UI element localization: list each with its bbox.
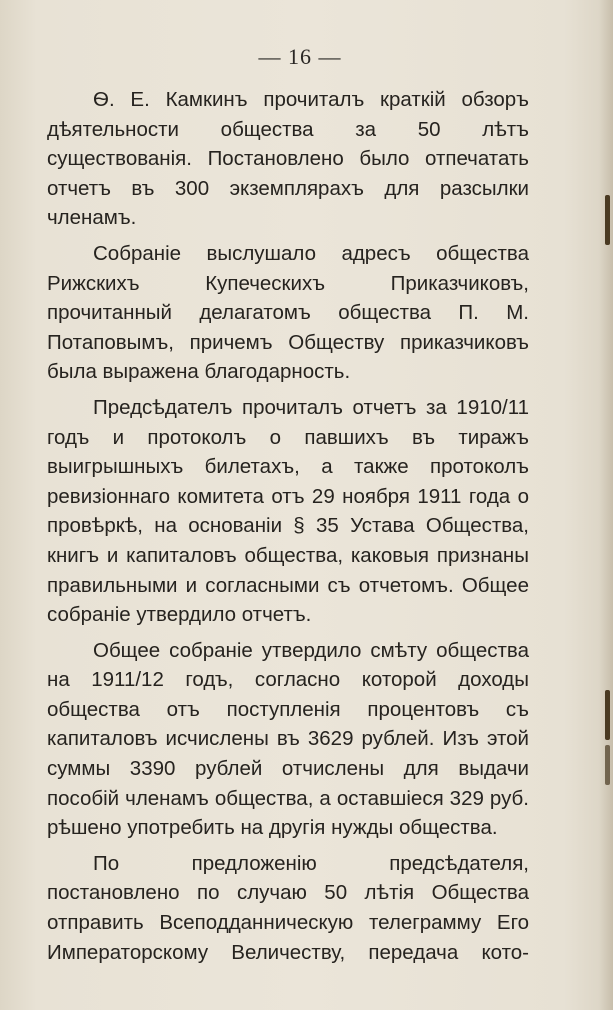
binding-edge-mark <box>605 195 610 245</box>
paragraph-telegram: По предложенію предсѣдателя, постановлено по случаю 50 лѣтія Общества отправить Всеподданническую телеграмму Его Императорскому Величеству, передача кото- <box>47 851 529 964</box>
paragraph-address-riga: Собраніе выслушало адресъ общества Рижскихъ Купеческихъ Приказчиковъ, прочитанный делагатомъ общества П. М. Потаповымъ, причемъ Обществу приказчиковъ была выражена благодарность. <box>47 241 529 384</box>
page-number: — 16 — <box>258 44 342 69</box>
page-fold-shadow <box>599 0 613 1010</box>
binding-edge-mark <box>605 690 610 740</box>
body-text <box>47 85 529 973</box>
paragraph-kamkin-report: Ѳ. Е. Камкинъ прочиталъ краткій обзоръ дѣятельности общества за 50 лѣтъ существованія. Постановлено было отпечатать отчетъ въ 300 экземплярахъ для разсылки членамъ. <box>47 88 529 230</box>
paragraph-chairman-report: Предсѣдателъ прочиталъ отчетъ за 1910/11 годъ и протоколъ о павшихъ въ тиражъ выигрышныхъ билетахъ, а также протоколъ ревизіоннаго комитета отъ 29 ноября 1911 года о провѣркѣ, на основаніи § 35 Устава Общества, книгъ и капиталовъ общества, каковыя признаны правильными и согласными съ отчетомъ. Общее собраніе утвердило отчетъ. <box>47 395 529 627</box>
paragraph-budget: Общее собраніе утвердило смѣту общества на 1911/12 годъ, согласно которой доходы общества отъ поступленія процентовъ съ капиталовъ исчислены въ 3629 рублей. Изъ этой суммы 3390 рублей отчислены для выдачи пособій членамъ общества, а оставшіеся 329 руб. рѣшено употребить на другія нужды общества. <box>47 638 529 840</box>
binding-edge-mark <box>605 745 610 785</box>
